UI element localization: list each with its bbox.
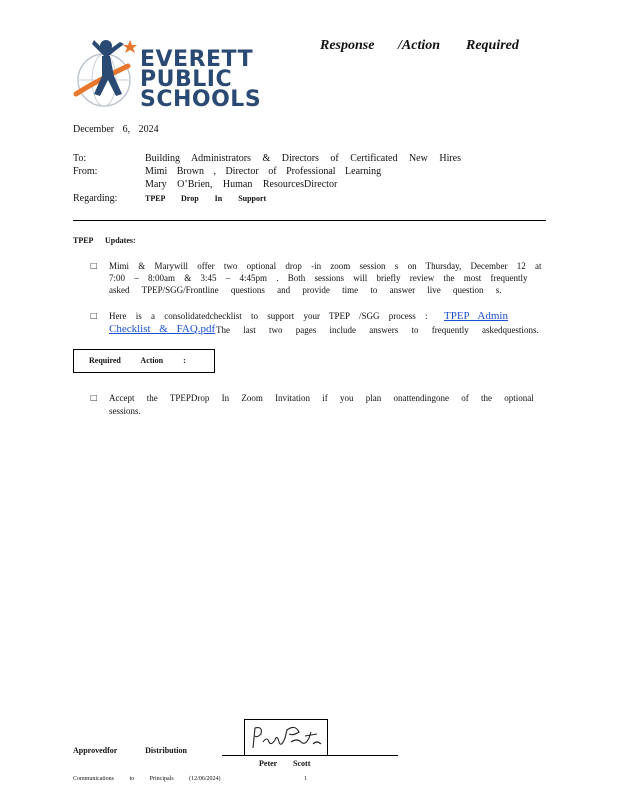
bullet-icon: □ (90, 311, 98, 320)
checklist-link-line-1[interactable]: TPEP Admin (444, 310, 508, 322)
update-1-line-1: Mimi & Marywill offer two optional drop -in zoom session s on Thursday, December 12 at (109, 261, 542, 271)
signature-image (245, 720, 329, 756)
approved-for-distribution: Approvedfor Distribution (73, 746, 187, 755)
checklist-link-line-2[interactable]: Checklist & FAQ.pdf (109, 323, 216, 335)
required-action-label: Required Action : (89, 356, 186, 365)
from-value-1: Mimi Brown , Director of Professional Learning (145, 166, 382, 177)
update-2-text-continued: The last two pages include answers to frequently askedquestions. (216, 325, 539, 335)
district-logo (72, 36, 262, 112)
signature-box (244, 719, 328, 755)
memo-date: December 6, 2024 (73, 124, 159, 135)
bullet-icon: □ (90, 393, 98, 402)
footer-line: Communications to Principals (12/06/2024) (73, 776, 221, 782)
logo-line-everett: EVERETT (140, 47, 254, 72)
signer-name: Peter Scott (259, 759, 311, 768)
to-label: To: (73, 153, 87, 164)
regarding-label: Regarding: (73, 193, 118, 204)
update-1-line-3: asked TPEP/SGG/Frontline questions and provide time to answer live question s. (109, 285, 502, 295)
required-action-line-2: sessions. (109, 406, 141, 416)
memo-divider (73, 220, 546, 221)
required-action-line-1: Accept the TPEPDrop In Zoom Invitation if you plan onattendingone of the optional (109, 393, 534, 403)
update-2-text: Here is a consolidatedchecklist to support your TPEP /SGG process : (109, 311, 428, 321)
bullet-icon: □ (90, 261, 98, 270)
to-value: Building Administrators & Directors of Certificated New Hires (145, 153, 462, 164)
from-value-2: Mary O’Brien, Human ResourcesDirector (145, 179, 338, 190)
logo-line-schools: SCHOOLS (140, 87, 262, 112)
update-1-line-2: 7:00 – 8:00am & 3:45 – 4:45pm . Both sessions will briefly review the most frequently (109, 273, 528, 283)
logo-emblem (72, 36, 138, 110)
required-action-box (73, 349, 215, 373)
from-label: From: (73, 166, 98, 177)
header-action: /Action (398, 38, 441, 53)
regarding-value: TPEP Drop In Support (145, 194, 267, 203)
header-response: Response (320, 38, 375, 53)
header-required: Required (466, 38, 519, 53)
page-number: 1 (304, 776, 307, 782)
signature-line (222, 755, 398, 756)
logo-line-public: PUBLIC (140, 67, 233, 92)
updates-heading: TPEP Updates: (73, 236, 136, 245)
